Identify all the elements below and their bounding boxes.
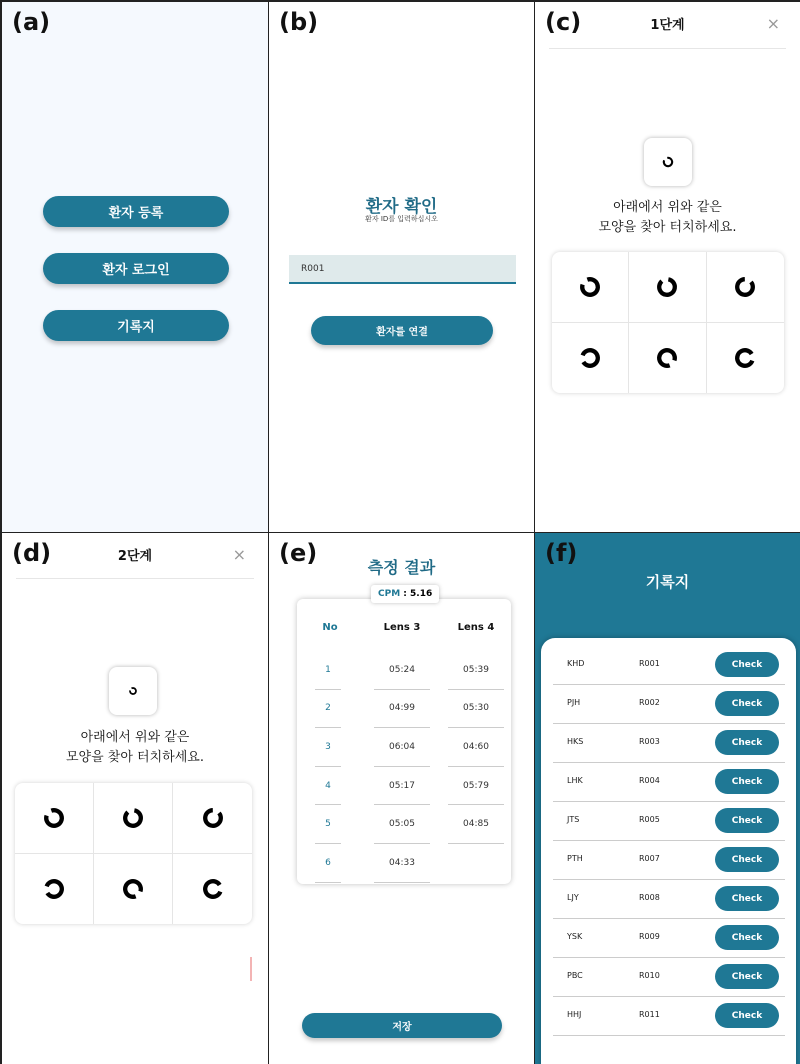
cpm-sep: : [400,589,411,599]
stage-title: 1단계 [650,18,685,33]
check-button[interactable]: Check [715,925,779,950]
panel-label: (e) [279,539,318,567]
reference-shape [109,667,157,715]
column-lens4 [445,599,507,844]
landolt-c-ring-icon [655,275,679,299]
patient-name: HHJ [567,1010,582,1019]
table-cell: 04:33 [374,844,430,883]
table-cell: 6 [315,844,341,883]
results-table [297,599,511,884]
table-cell: 04:99 [374,690,430,729]
choice-cell[interactable] [552,323,629,394]
instruction-line-1: 아래에서 위와 같은 [613,200,722,215]
table-cell: 05:39 [448,651,504,690]
panel-f-records [534,532,800,1064]
panel-label: (a) [12,8,51,36]
instruction-line-1: 아래에서 위와 같은 [80,730,190,745]
patient-id: R009 [639,932,660,941]
close-icon[interactable]: × [766,14,780,33]
table-row [553,880,785,919]
divider [16,578,254,579]
table-cell: 05:30 [448,690,504,729]
patient-login-button[interactable]: 환자 로그인 [43,253,229,284]
divider [549,48,786,49]
patient-name: LHK [567,776,583,785]
scroll-indicator [250,957,252,981]
panel-label: (b) [279,8,319,36]
choice-grid [15,783,252,924]
stage-title: 2단계 [117,549,153,564]
check-button[interactable]: Check [715,886,779,911]
patient-name: YSK [567,932,583,941]
landolt-c-ring-icon [578,346,602,370]
landolt-c-ring-icon [42,877,66,901]
landolt-c-ring-icon [201,806,225,830]
choice-cell[interactable] [173,783,252,854]
table-cell: 05:24 [374,651,430,690]
table-row [553,958,785,997]
landolt-c-ring-icon [661,155,675,169]
cpm-value: 5.16 [410,589,433,599]
choice-cell[interactable] [94,854,173,925]
patient-id: R005 [639,815,660,824]
patient-name: PJH [567,698,581,707]
table-cell: 1 [315,651,341,690]
table-cell: 05:17 [374,767,430,806]
instruction-line-2: 모양을 찾아 터치하세요. [598,220,737,235]
patient-id: R004 [639,776,660,785]
records-button[interactable]: 기록지 [43,310,229,341]
cpm-label: CPM [378,589,401,599]
panel-label: (f) [545,539,578,567]
panel-e-results [268,532,535,1064]
choice-cell[interactable] [173,854,252,925]
check-button[interactable]: Check [715,691,779,716]
patient-id: R010 [639,971,660,980]
table-cell: 3 [315,728,341,767]
check-button[interactable]: Check [715,730,779,755]
table-cell: 2 [315,690,341,729]
patient-name: JTS [567,815,580,824]
instruction-line-2: 모양을 찾아 터치하세요. [66,750,204,765]
patient-name: PTH [567,854,583,863]
patient-name: HKS [567,737,584,746]
check-button[interactable]: Check [715,1003,779,1028]
close-icon[interactable]: × [232,545,246,564]
patient-name: LJY [567,893,579,902]
save-button[interactable]: 저장 [302,1013,502,1038]
table-row [553,646,785,685]
panel-label: (d) [12,539,52,567]
choice-cell[interactable] [629,323,706,394]
cpm-badge [371,585,439,603]
choice-cell[interactable] [15,854,94,925]
reference-shape [644,138,692,186]
patient-id: R008 [639,893,660,902]
table-row [553,919,785,958]
landolt-c-ring-icon [201,877,225,901]
table-row [553,997,785,1036]
column-header-lens4: Lens 4 [457,621,495,633]
choice-cell[interactable] [629,252,706,323]
choice-cell[interactable] [552,252,629,323]
choice-cell[interactable] [94,783,173,854]
column-header-no: No [322,621,338,633]
check-button[interactable]: Check [715,652,779,677]
panel-d-stage2 [1,532,269,1064]
landolt-c-ring-icon [121,877,145,901]
landolt-c-ring-icon [733,275,757,299]
column-header-lens3: Lens 3 [383,621,421,633]
landolt-c-ring-icon [733,346,757,370]
patient-name: KHD [567,659,585,668]
table-row [553,763,785,802]
patient-id: R007 [639,854,660,863]
patient-id: R001 [639,659,660,668]
table-cell: 5 [315,805,341,844]
landolt-c-ring-icon [121,806,145,830]
landolt-c-ring-icon [655,346,679,370]
page-title: 측정 결과 [367,558,436,577]
patient-id: R011 [639,1010,660,1019]
check-button[interactable]: Check [715,808,779,833]
check-button[interactable]: Check [715,847,779,872]
page-subtitle: 환자 ID를 입력하십시오 [365,215,438,223]
patient-id: R002 [639,698,660,707]
choice-cell[interactable] [707,323,784,394]
table-row [553,841,785,880]
table-cell: 4 [315,767,341,806]
connect-patient-button[interactable]: 환자를 연결 [311,316,493,345]
table-cell: 05:79 [448,767,504,806]
table-cell: 04:85 [448,805,504,844]
choice-cell[interactable] [15,783,94,854]
column-lens3 [371,599,433,883]
table-cell: 06:04 [374,728,430,767]
patient-id: R003 [639,737,660,746]
panel-a-home [1,1,269,533]
page-title: 기록지 [645,573,690,591]
table-cell: 05:05 [374,805,430,844]
patient-name: PBC [567,971,583,980]
patient-id-input[interactable] [289,255,516,284]
table-row [553,685,785,724]
choice-cell[interactable] [707,252,784,323]
landolt-c-ring-icon [128,686,138,696]
landolt-c-ring-icon [42,806,66,830]
records-list [541,638,796,1064]
landolt-c-ring-icon [578,275,602,299]
choice-grid [552,252,784,393]
check-button[interactable]: Check [715,964,779,989]
patient-register-button[interactable]: 환자 등록 [43,196,229,227]
panel-c-stage1 [534,1,800,533]
table-cell: 04:60 [448,728,504,767]
panel-label: (c) [545,8,582,36]
check-button[interactable]: Check [715,769,779,794]
table-row [553,724,785,763]
table-row [553,802,785,841]
page-title: 환자 확인 [365,197,438,217]
column-no [305,599,355,883]
panel-b-patient-check [268,1,535,533]
